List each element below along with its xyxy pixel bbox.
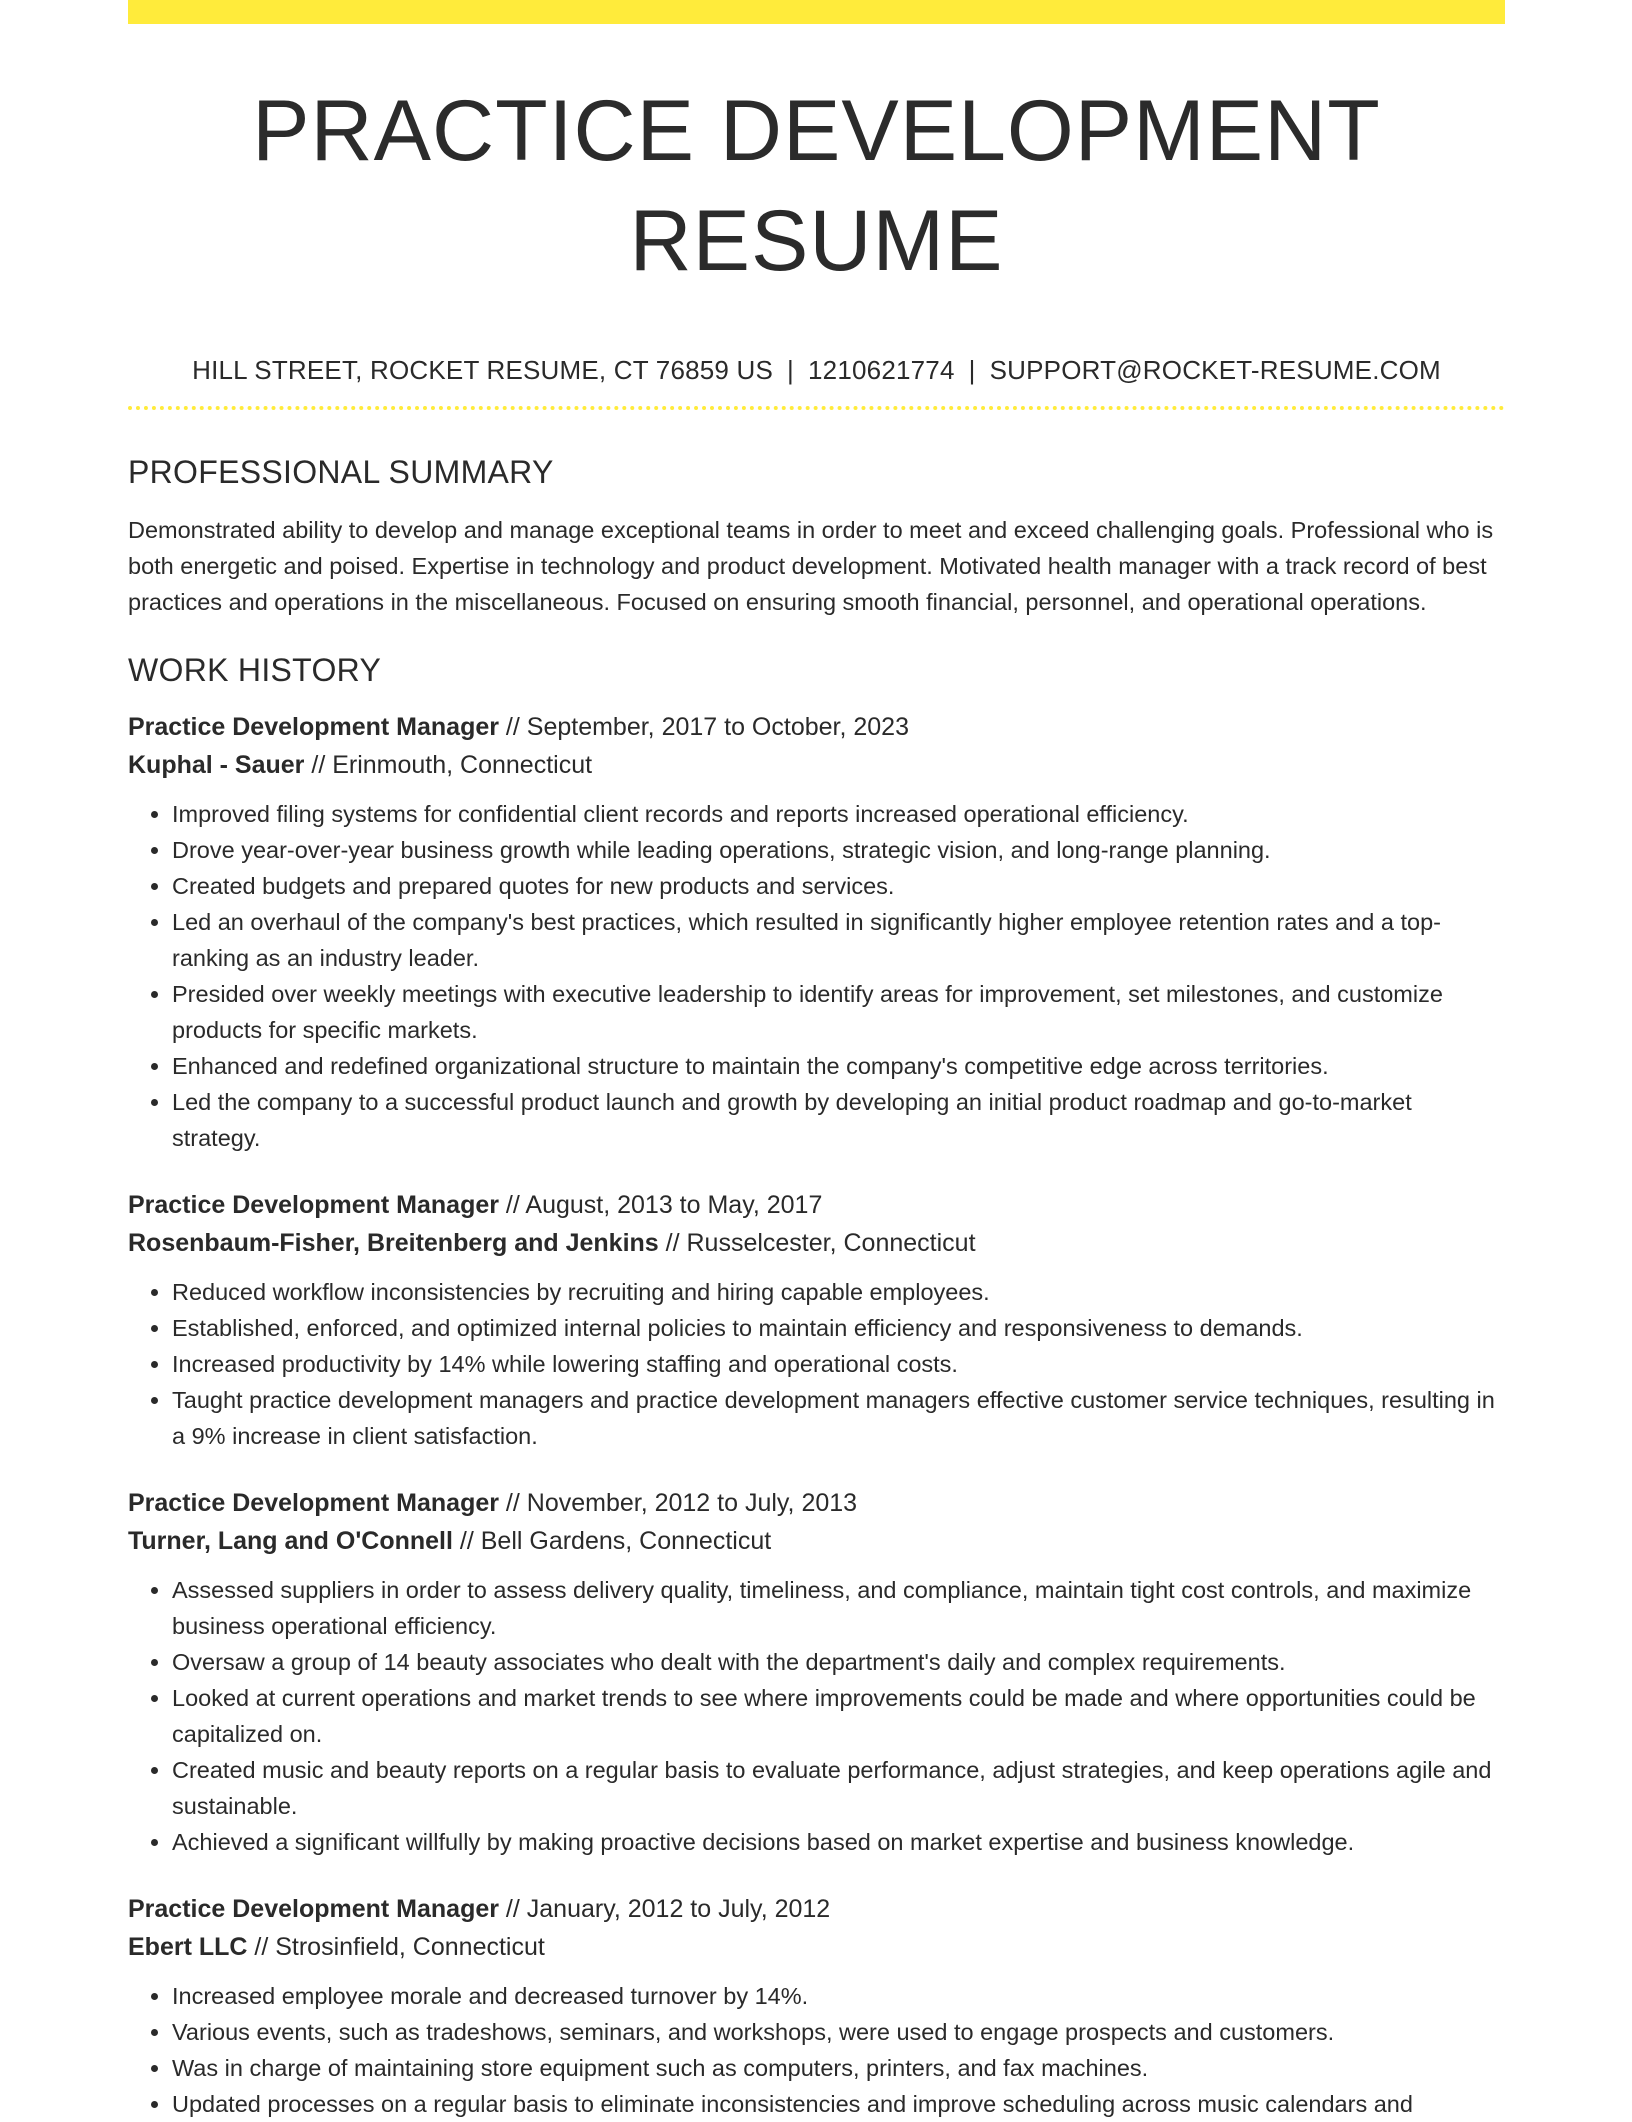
job-bullet: • Various events, such as tradeshows, seminars, and workshops, were used to engage prospects and customers. [172,2014,1505,2050]
job-bullet: • Established, enforced, and optimized internal policies to maintain efficiency and responsiveness to demands. [172,1310,1505,1346]
job-company: Turner, Lang and O'Connell [128,1527,453,1555]
job-role-line [128,1186,1505,1224]
contact-separator: | [787,355,795,385]
contact-line [128,353,1505,387]
job-bullet: • Created music and beauty reports on a regular basis to evaluate performance, adjust strategies, and keep operations agile and sustainable. [172,1752,1505,1824]
job-role-line [128,708,1505,746]
job-company: Kuphal - Sauer [128,751,305,779]
job-bullet: • Increased employee morale and decreased turnover by 14%. [172,1978,1505,2014]
summary-text: Demonstrated ability to develop and manage exceptional teams in order to meet and exceed challenging goals. Professional who is both energetic and poised. Expertise in technology and product development. Motivated health manager with a track record of best practices and operations in the miscellaneous. Focused on ensuring smooth financial, personnel, and operational operations. [128,517,1494,615]
resume-content [128,0,1505,2122]
job-role: Practice Development Manager [128,713,499,741]
job-entry [128,1186,1505,1454]
job-company-line [128,1928,1505,1966]
job-dates: // September, 2017 to October, 2023 [498,713,909,741]
job-company: Ebert LLC [128,1933,248,1961]
job-bullet-list [128,1978,1505,2122]
job-bullet: • Assessed suppliers in order to assess delivery quality, timeliness, and compliance, maintain tight cost controls, and maximize business operational efficiency. [172,1572,1505,1644]
job-bullet-list [128,1274,1505,1454]
work-history-heading: WORK HISTORY [128,652,382,688]
job-role: Practice Development Manager [128,1191,499,1219]
job-bullet: • Enhanced and redefined organizational structure to maintain the company's competitive edge across territories. [172,1048,1505,1084]
job-entry [128,1890,1505,2122]
contact-phone: 1210621774 [808,355,955,385]
work-history-list [128,708,1505,2122]
job-bullet: • Led an overhaul of the company's best practices, which resulted in significantly higher employee retention rates and a top-ranking as an industry leader. [172,904,1505,976]
job-entry [128,1484,1505,1860]
job-dates: // August, 2013 to May, 2017 [498,1191,823,1219]
job-bullet: • Presided over weekly meetings with executive leadership to identify areas for improvement, set milestones, and customize products for specific markets. [172,976,1505,1048]
job-bullet: • Taught practice development managers and practice development managers effective customer service techniques, resulting in a 9% increase in client satisfaction. [172,1382,1505,1454]
job-location: // Russelcester, Connecticut [658,1229,976,1257]
job-bullet: • Was in charge of maintaining store equipment such as computers, printers, and fax machines. [172,2050,1505,2086]
job-bullet: • Updated processes on a regular basis to eliminate inconsistencies and improve scheduling across music calendars and [172,2086,1505,2122]
job-role: Practice Development Manager [128,1489,499,1517]
job-bullet: • Looked at current operations and market trends to see where improvements could be made and where opportunities could be capitalized on. [172,1680,1505,1752]
job-company-line [128,746,1505,784]
job-company: Rosenbaum-Fisher, Breitenberg and Jenkins [128,1229,659,1257]
job-bullet: • Oversaw a group of 14 beauty associates who dealt with the department's daily and complex requirements. [172,1644,1505,1680]
job-dates: // January, 2012 to July, 2012 [498,1895,831,1923]
job-role-line [128,1890,1505,1928]
job-location: // Bell Gardens, Connecticut [452,1527,772,1555]
job-role: Practice Development Manager [128,1895,499,1923]
job-bullet-list [128,1572,1505,1860]
job-bullet: • Increased productivity by 14% while lowering staffing and operational costs. [172,1346,1505,1382]
job-bullet: • Led the company to a successful product launch and growth by developing an initial product roadmap and go-to-market strategy. [172,1084,1505,1156]
job-bullet: • Created budgets and prepared quotes for new products and services. [172,868,1505,904]
job-dates: // November, 2012 to July, 2013 [498,1489,858,1517]
job-company-line [128,1522,1505,1560]
job-bullet: • Reduced workflow inconsistencies by recruiting and hiring capable employees. [172,1274,1505,1310]
resume-title: PRACTICE DEVELOPMENT RESUME [252,83,1381,289]
dotted-divider [128,406,1505,410]
summary-heading: PROFESSIONAL SUMMARY [128,454,554,490]
contact-address: HILL STREET, ROCKET RESUME, CT 76859 US [192,355,774,385]
job-bullet-list [128,796,1505,1156]
contact-email: SUPPORT@ROCKET-RESUME.COM [989,355,1441,385]
job-company-line [128,1224,1505,1262]
job-bullet: • Improved filing systems for confidential client records and reports increased operational efficiency. [172,796,1505,832]
job-location: // Strosinfield, Connecticut [247,1933,545,1961]
job-entry [128,708,1505,1156]
job-bullet: • Drove year-over-year business growth while leading operations, strategic vision, and long-range planning. [172,832,1505,868]
job-location: // Erinmouth, Connecticut [304,751,593,779]
job-bullet: • Achieved a significant willfully by making proactive decisions based on market expertise and business knowledge. [172,1824,1505,1860]
contact-separator: | [968,355,976,385]
job-role-line [128,1484,1505,1522]
